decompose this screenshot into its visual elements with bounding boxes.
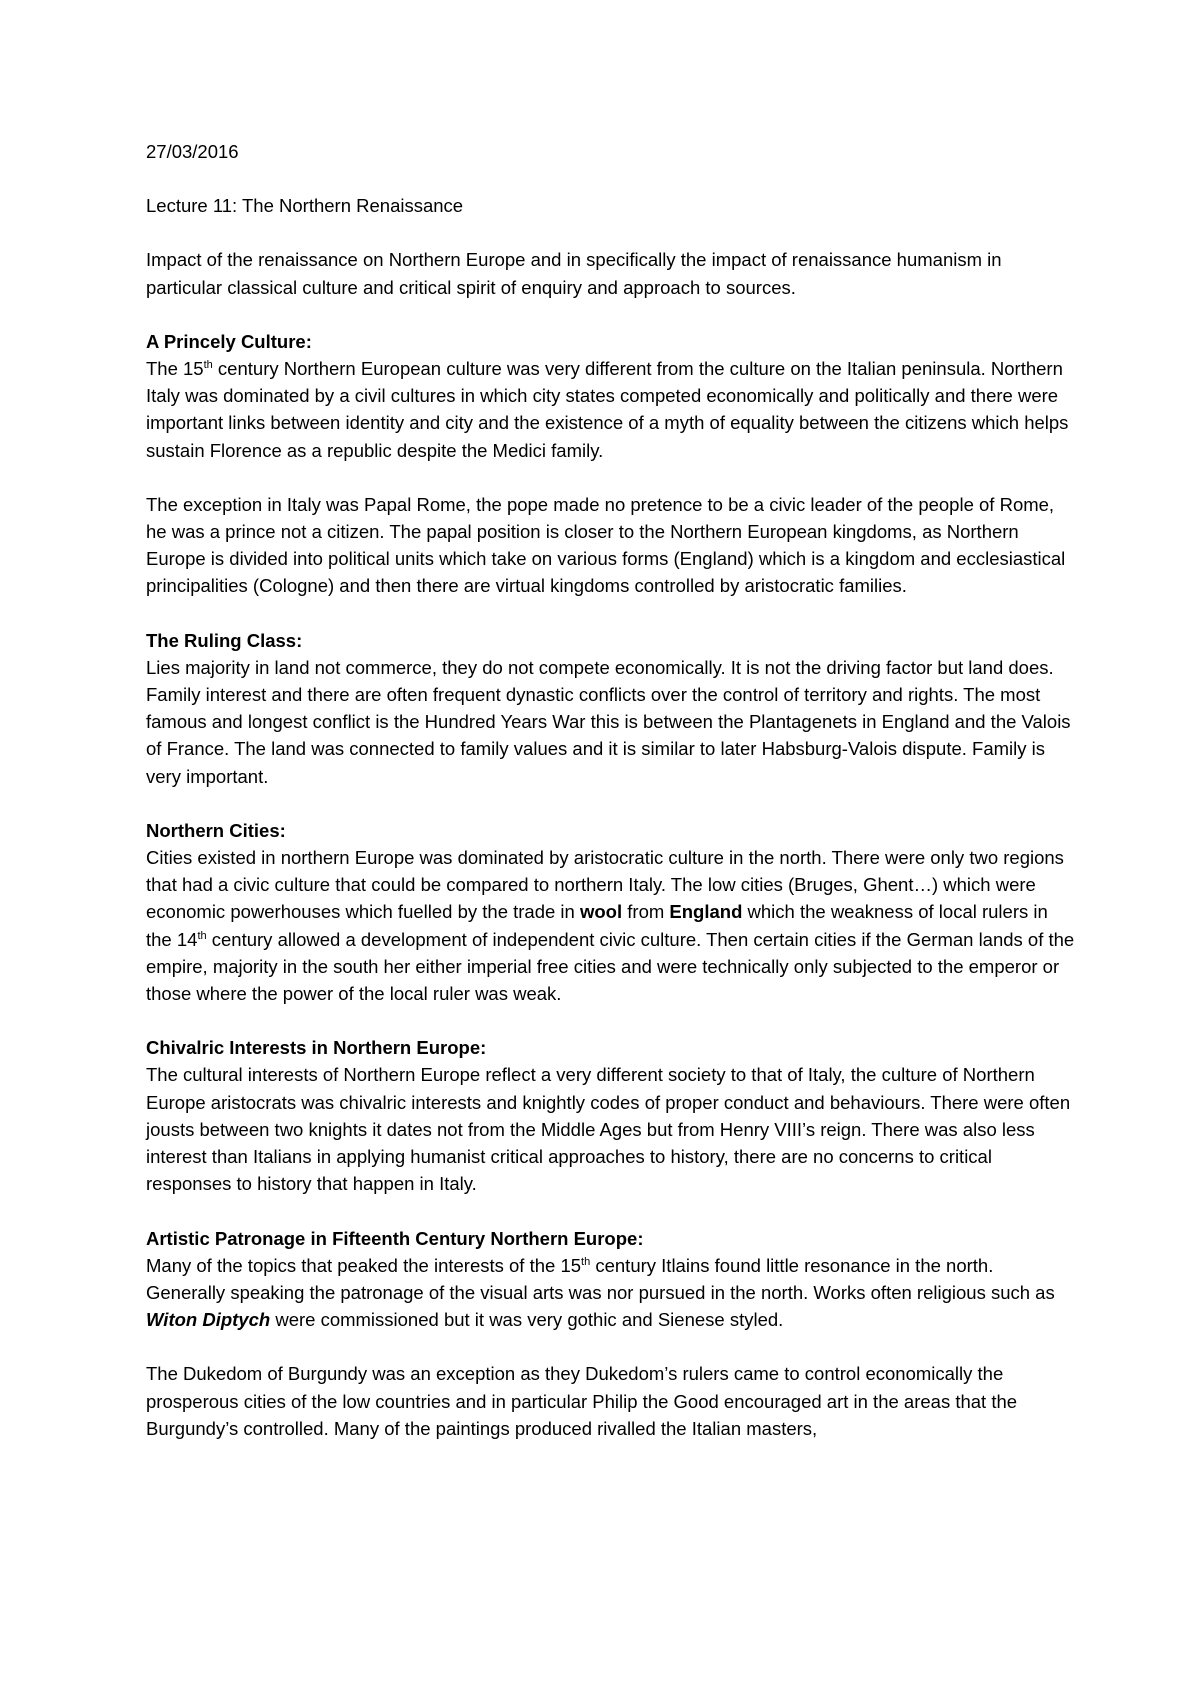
lecture-title: Lecture 11: The Northern Renaissance: [146, 195, 464, 217]
text-run: century allowed a development of independent civic culture. Then certain cities if the German lands of the empire, majority in the south her either imperial free cities and were technically only subjected to the emperor or those where the power of the local ruler was weak.: [146, 928, 1075, 1005]
artwork-title: Witon Diptych: [146, 1309, 271, 1331]
text-run: Cities existed in northern Europe was dominated by aristocratic culture in the north. There were only two regions that had a civic culture that could be compared to northern Italy. The low cities (Bruges, Ghent…) which were economic powerhouses which fuelled by the trade in: [146, 847, 1064, 923]
text-run: which the weakness of local rulers in the 14: [146, 901, 1048, 950]
section-princely-culture: [146, 328, 1076, 464]
bold-term: England: [669, 901, 743, 923]
section-northern-cities: [146, 817, 1076, 1007]
date: 27/03/2016: [146, 141, 239, 162]
text-run: Lies majority in land not commerce, they do not compete economically. It is not the driving factor but land does. Family interest and there are often frequent dynastic conflicts over the control of territory and rights. The most famous and longest conflict is the Hundred Years War this is between the Plantagenets in England and the Valois of France. The land was connected to family values and it is similar to later Habsburg-Valois dispute. Family is very important.: [146, 656, 1071, 787]
text-run: from: [622, 901, 670, 923]
section-ruling-class: [146, 627, 1076, 790]
section-heading: The Ruling Class:: [146, 629, 303, 651]
superscript: th: [203, 359, 213, 372]
bold-term: wool: [579, 901, 623, 923]
text-run: The cultural interests of Northern Europe reflect a very different society to that of Italy, the culture of Northern Europe aristocrats was chivalric interests and knightly codes of proper conduct and behaviours. There were often jousts between two knights it dates not from the Middle Ages but from Henry VIII’s reign. There was also less interest than Italians in applying humanist critical approaches to history, there are no concerns to critical responses to history that happen in Italy.: [146, 1064, 1071, 1195]
section-chivalric-interests: [146, 1034, 1076, 1197]
exception-paragraph: The exception in Italy was Papal Rome, the pope made no pretence to be a civic leader of the people of Rome, he was a prince not a citizen. The papal position is closer to the Northern European kingdoms, as Northern Europe is divided into political units which take on various forms (England) which is a kingdom and ecclesiastical principalities (Cologne) and then there are virtual kingdoms controlled by aristocratic families.: [146, 493, 1066, 597]
text-run: Many of the topics that peaked the interests of the 15: [146, 1254, 582, 1276]
text-run: The 15: [146, 358, 204, 380]
burgundy-paragraph: The Dukedom of Burgundy was an exception as they Dukedom’s rulers came to control economically the prosperous cities of the low countries and in particular Philip the Good encouraged art in the areas that the Burgundy’s controlled. Many of the paintings produced rivalled the Italian masters,: [146, 1363, 1018, 1439]
superscript: th: [581, 1255, 591, 1268]
section-heading: A Princely Culture:: [146, 330, 312, 352]
text-run: century Itlains found little resonance in the north. Generally speaking the patronage of the visual arts was nor pursued in the north. Works often religious such as: [146, 1254, 1055, 1303]
section-artistic-patronage: [146, 1225, 1076, 1334]
section-heading: Chivalric Interests in Northern Europe:: [146, 1037, 487, 1059]
section-heading: Artistic Patronage in Fifteenth Century Northern Europe:: [146, 1227, 644, 1249]
text-run: were commissioned but it was very gothic and Sienese styled.: [270, 1309, 784, 1331]
intro-paragraph: Impact of the renaissance on Northern Europe and in specifically the impact of renaissance humanism in particular classical culture and critical spirit of enquiry and approach to sources.: [146, 249, 1002, 298]
document-page: [146, 138, 1076, 1469]
section-heading: Northern Cities:: [146, 819, 286, 841]
superscript: th: [197, 929, 207, 942]
text-run: century Northern European culture was very different from the culture on the Italian peninsula. Northern Italy was dominated by a civil cultures in which city states competed economically and politically and there were important links between identity and city and the existence of a myth of equality between the citizens which helps sustain Florence as a republic despite the Medici family.: [146, 358, 1069, 461]
